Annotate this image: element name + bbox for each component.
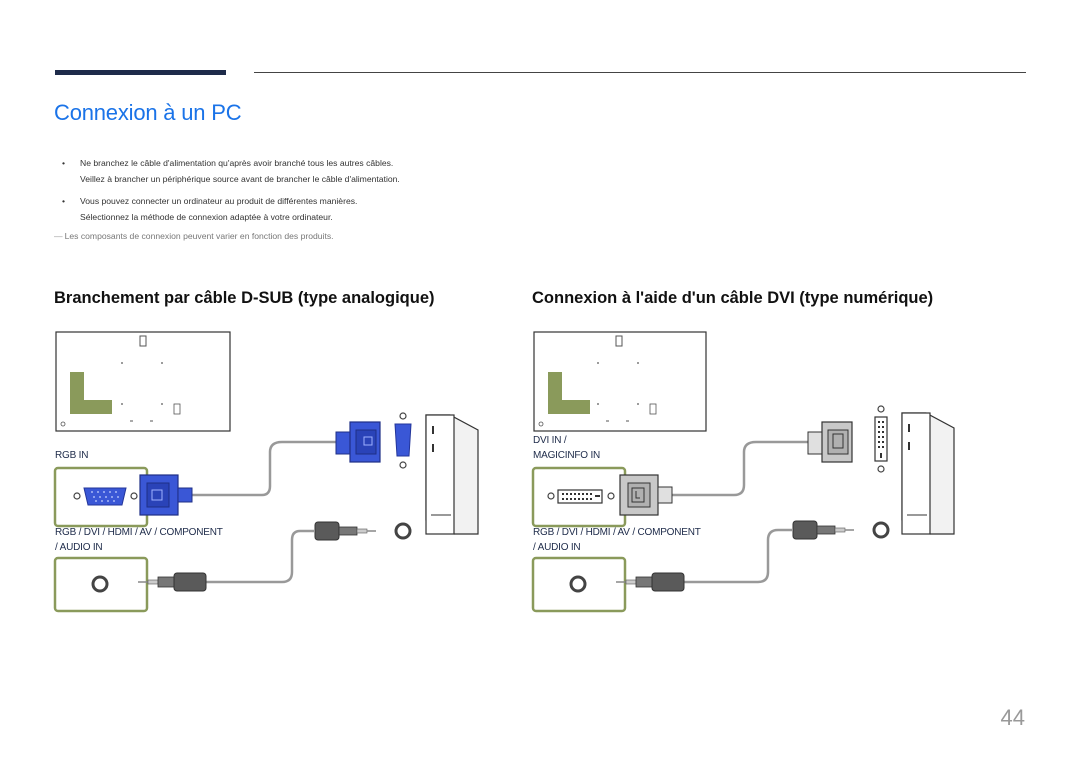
audio-plug-pc-icon [793,521,854,539]
audio-in-label-line1: RGB / DVI / HDMI / AV / COMPONENT [533,527,701,538]
vga-plug-monitor-icon [140,475,192,515]
audio-in-label-line1: RGB / DVI / HDMI / AV / COMPONENT [55,527,223,538]
audio-port-icon [533,558,625,611]
section-title-dsub: Branchement par câble D-SUB (type analogique) [54,289,435,307]
vga-port-icon [55,468,147,526]
footnote [54,231,334,241]
audio-in-label-line2: / AUDIO IN [55,542,103,553]
rgb-in-label: RGB IN [55,450,89,461]
dsub-connection-diagram [50,320,510,630]
footnote-text: Les composants de connexion peuvent varier en fonction des produits. [64,231,334,241]
pc-tower-icon [426,415,478,534]
audio-in-label-line2: / AUDIO IN [533,542,581,553]
note-bullet [62,155,582,187]
pc-tower-icon [902,413,954,534]
vga-port-pc-icon [395,413,411,468]
dvi-port-pc-icon [875,406,887,472]
note-text: Sélectionnez la méthode de connexion adaptée à votre ordinateur. [80,212,333,222]
vga-plug-pc-icon [336,422,380,462]
notes-list [62,155,582,231]
section-title-dvi: Connexion à l'aide d'un câble DVI (type numérique) [532,289,934,307]
audio-port-icon [55,558,147,611]
monitor-back-panel-icon [56,332,230,431]
footnote-dash-icon: ― [54,231,63,241]
page-number: 44 [1000,705,1025,730]
page-title: Connexion à un PC [54,100,242,125]
dvi-plug-pc-icon [808,422,852,462]
note-text: • Vous pouvez connecter un ordinateur au produit de différentes manières. [80,196,358,206]
note-text: Veillez à brancher un périphérique source avant de brancher le câble d'alimentation. [80,174,400,184]
note-bullet [62,193,582,225]
header-accent-bar [55,70,226,75]
monitor-back-panel-icon [534,332,706,431]
header-rule [254,72,1026,73]
audio-plug-pc-icon [315,522,376,540]
note-text: • Ne branchez le câble d'alimentation qu'après avoir branché tous les autres câbles. [80,158,394,168]
dvi-plug-monitor-icon [620,475,672,515]
dvi-in-label-line2: MAGICINFO IN [533,450,601,461]
audio-jack-pc-icon [396,524,410,538]
dvi-in-label-line1: DVI IN / [533,435,567,446]
dvi-connection-diagram [528,320,988,630]
audio-jack-pc-icon [874,523,888,537]
dvi-port-icon [533,468,625,526]
